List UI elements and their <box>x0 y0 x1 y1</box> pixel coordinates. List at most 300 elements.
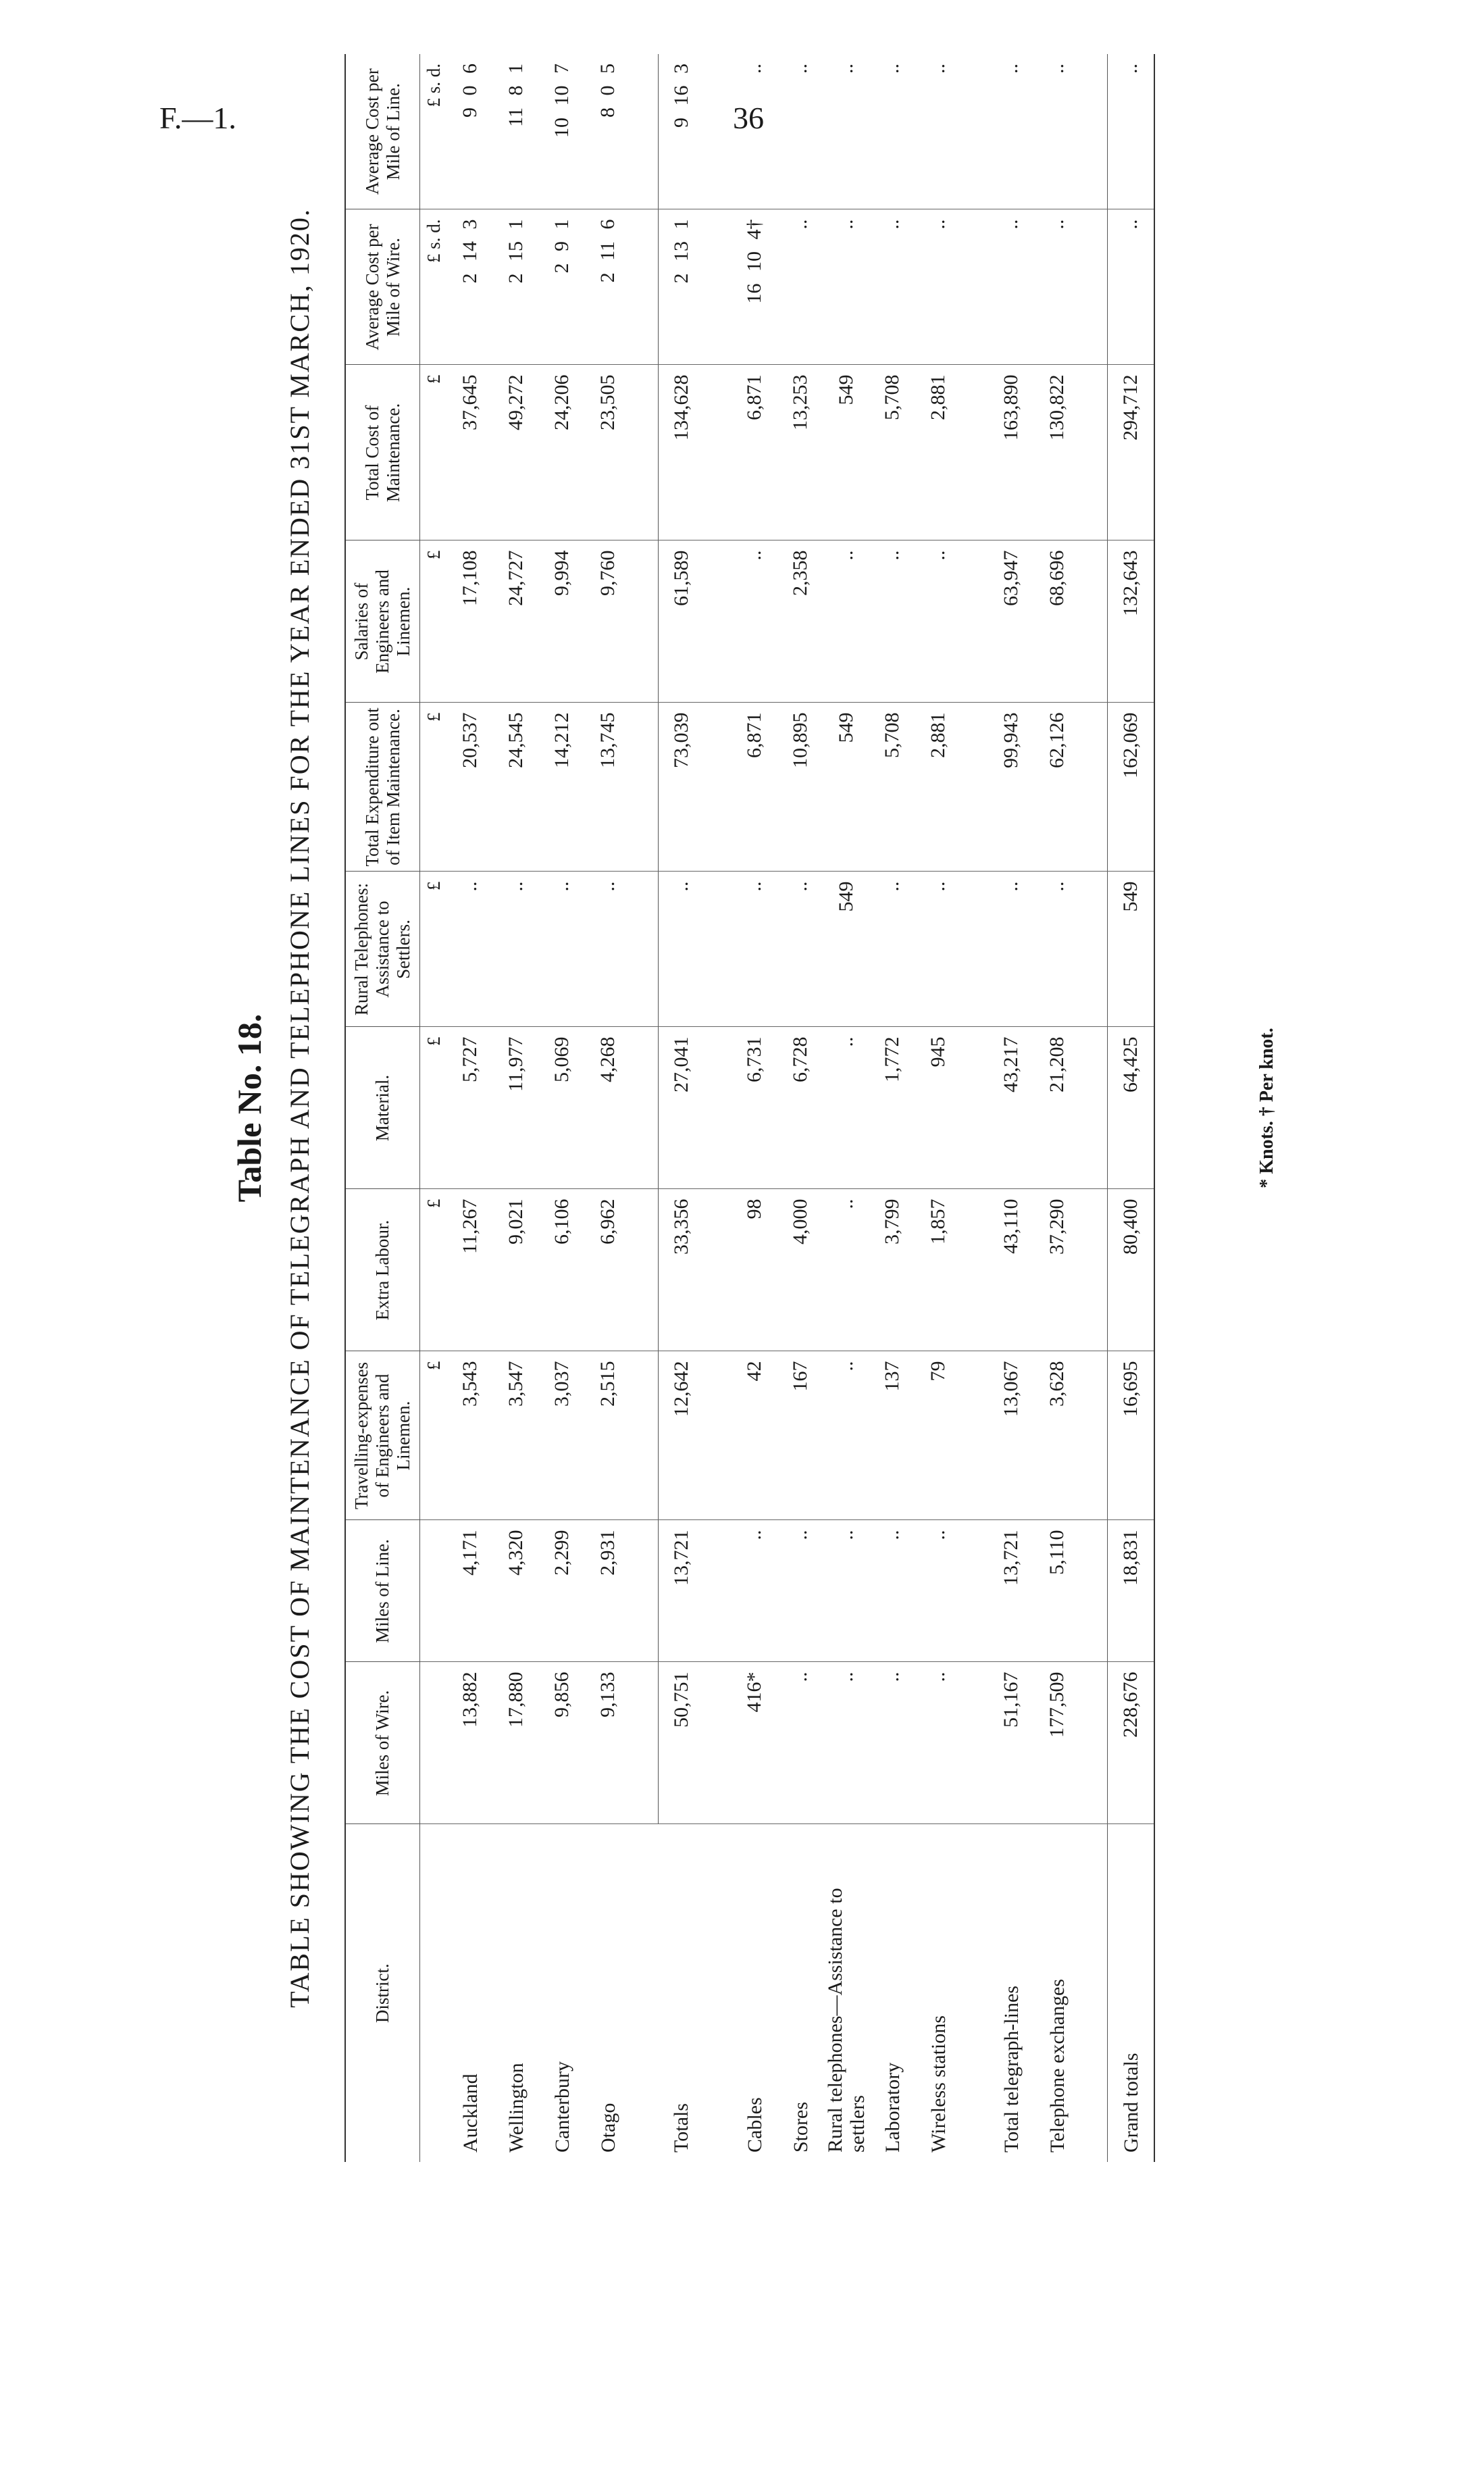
cell-total_exp <box>493 703 539 872</box>
district-row <box>447 54 493 2162</box>
cell-line <box>869 1520 915 1662</box>
cell-value: .. <box>1000 881 1023 892</box>
cell-value: 16 10 4† <box>743 219 766 304</box>
cell-wire <box>585 1662 631 1824</box>
cell-avg_wire <box>988 209 1034 365</box>
cell-wire <box>493 1662 539 1824</box>
cell-rural <box>447 872 493 1027</box>
cell-value: 73,039 <box>670 712 693 768</box>
cell-extra <box>869 1189 915 1351</box>
other-row <box>732 54 777 2162</box>
cell-salaries <box>659 540 705 703</box>
spacer-row <box>1080 54 1108 2162</box>
table-header-row <box>345 54 420 2162</box>
cell-rural <box>1034 872 1080 1027</box>
rotated-table-area <box>223 27 1304 2189</box>
cell-value: 42 <box>743 1361 766 1382</box>
cell-travel <box>539 1351 585 1520</box>
cell-value: 2,299 <box>551 1530 573 1576</box>
cell-rural <box>777 872 823 1027</box>
cell-travel <box>1034 1351 1080 1520</box>
cell-value: 9,760 <box>596 550 619 596</box>
cell-value: 6,871 <box>743 712 766 758</box>
cell-value: 13,721 <box>1000 1530 1023 1586</box>
cell-value: .. <box>1000 64 1023 74</box>
cell-rural <box>1108 872 1155 1027</box>
cell-total_exp <box>777 703 823 872</box>
cell-rural <box>493 872 539 1027</box>
cell-avg_line <box>1034 54 1080 209</box>
cell-avg_wire <box>659 209 705 365</box>
cell-rural <box>823 872 869 1027</box>
cell-value: 24,727 <box>505 550 528 606</box>
cell-value: 5,069 <box>551 1036 573 1082</box>
cell-value: 68,696 <box>1046 550 1069 606</box>
cell-value: 13,882 <box>459 1671 482 1728</box>
cell-travel <box>585 1351 631 1520</box>
cell-travel <box>659 1351 705 1520</box>
cell-value: 549 <box>835 374 858 405</box>
cell-avg_line <box>539 54 585 209</box>
col-total-cost: Total Cost of Maintenance. <box>345 365 420 540</box>
cell-extra <box>732 1189 777 1351</box>
cell-value: 4,171 <box>459 1530 482 1576</box>
cell-avg_line <box>447 54 493 209</box>
cell-district <box>493 1824 539 2162</box>
cell-rural <box>869 872 915 1027</box>
cell-wire <box>915 1662 961 1824</box>
cell-district <box>915 1824 961 2162</box>
cell-value: 549 <box>1119 881 1142 912</box>
col-rural: Rural Telephones: Assistance to Settlers. <box>345 872 420 1027</box>
col-miles-line: Miles of Line. <box>345 1520 420 1662</box>
cell-value: Cables <box>743 2097 766 2153</box>
cell-value: Rural telephones—Assistance to settlers <box>824 1888 869 2153</box>
spacer-row <box>705 54 732 2162</box>
cell-travel <box>869 1351 915 1520</box>
cell-line <box>823 1520 869 1662</box>
col-travelling: Travelling-expenses of Engineers and Linemen. <box>345 1351 420 1520</box>
col-extra-labour: Extra Labour. <box>345 1189 420 1351</box>
cell-avg_line <box>823 54 869 209</box>
cell-salaries <box>777 540 823 703</box>
cell-value: 132,643 <box>1119 550 1142 616</box>
cell-value: .. <box>505 881 528 892</box>
cell-total_exp <box>1108 703 1155 872</box>
footnote: * Knots. † Per knot. <box>1256 1028 1277 1188</box>
cell-value: 17,108 <box>459 550 482 606</box>
cell-value: .. <box>1000 219 1023 230</box>
cell-value: 6,728 <box>789 1036 812 1082</box>
cell-total_exp <box>585 703 631 872</box>
cell-value: 549 <box>835 881 858 912</box>
cell-value: 5,708 <box>881 374 904 420</box>
cell-avg_wire <box>732 209 777 365</box>
cell-value: 9,994 <box>551 550 573 596</box>
cell-value: 2,358 <box>789 550 812 596</box>
other-row <box>915 54 961 2162</box>
cell-value: .. <box>789 1530 812 1540</box>
cell-total_exp <box>732 703 777 872</box>
cell-line <box>659 1520 705 1662</box>
cell-line <box>1034 1520 1080 1662</box>
cell-value: 11 8 1 <box>505 64 528 127</box>
cell-material <box>988 1027 1034 1189</box>
cell-value: .. <box>789 64 812 74</box>
cell-value: 21,208 <box>1046 1036 1069 1092</box>
cell-total_exp <box>869 703 915 872</box>
cell-material <box>585 1027 631 1189</box>
col-salaries: Salaries of Engineers and Linemen. <box>345 540 420 703</box>
units-row: £ £ £ £ £ £ £ £ s. d. £ s. d. <box>420 54 448 2162</box>
cell-value: 79 <box>927 1361 950 1382</box>
cell-avg_wire <box>1034 209 1080 365</box>
cell-value: 5,727 <box>459 1036 482 1082</box>
cell-value: Otago <box>596 2103 619 2153</box>
cell-value: 61,589 <box>670 550 693 606</box>
cell-value: 134,628 <box>670 374 693 441</box>
cell-wire <box>659 1662 705 1824</box>
cell-salaries <box>988 540 1034 703</box>
cell-extra <box>777 1189 823 1351</box>
cell-value: 167 <box>789 1361 812 1392</box>
cell-salaries <box>447 540 493 703</box>
cell-district <box>659 1824 705 2162</box>
cell-value: 3,799 <box>881 1199 904 1244</box>
cell-value: 99,943 <box>1000 712 1023 768</box>
cell-district <box>1034 1824 1080 2162</box>
cell-value: .. <box>835 1036 858 1047</box>
table-title: Table No. 18. <box>230 1013 268 1203</box>
cell-travel <box>1108 1351 1155 1520</box>
cell-value: 162,069 <box>1119 712 1142 778</box>
cell-line <box>539 1520 585 1662</box>
cell-value: 13,253 <box>789 374 812 430</box>
cell-salaries <box>1034 540 1080 703</box>
cell-value: 163,890 <box>1000 374 1023 441</box>
cell-rural <box>659 872 705 1027</box>
cell-value: 9,133 <box>596 1671 619 1717</box>
cell-value: 2 15 1 <box>505 219 528 284</box>
cell-value: 24,206 <box>551 374 573 430</box>
cell-avg_line <box>915 54 961 209</box>
cell-line <box>915 1520 961 1662</box>
cell-salaries <box>732 540 777 703</box>
cell-value: .. <box>835 64 858 74</box>
cell-avg_line <box>988 54 1034 209</box>
cell-value: 9 0 6 <box>459 64 482 118</box>
cell-value: 1,857 <box>927 1199 950 1244</box>
cell-wire <box>1108 1662 1155 1824</box>
col-avg-wire: Average Cost per Mile of Wire. <box>345 209 420 365</box>
cell-rural <box>585 872 631 1027</box>
cell-value: .. <box>881 219 904 230</box>
cell-rural <box>915 872 961 1027</box>
cell-wire <box>777 1662 823 1824</box>
cell-value: .. <box>835 219 858 230</box>
cell-value: .. <box>789 1671 812 1682</box>
cell-value: 177,509 <box>1046 1671 1069 1738</box>
spacer-row <box>631 54 659 2162</box>
cell-value: .. <box>596 881 619 892</box>
cell-wire <box>988 1662 1034 1824</box>
cell-value: 33,356 <box>670 1199 693 1255</box>
cell-value: .. <box>1119 219 1142 230</box>
cell-avg_line <box>659 54 705 209</box>
cell-value: 1,772 <box>881 1036 904 1082</box>
cell-value: Totals <box>670 2103 693 2153</box>
cell-total_cost <box>1034 365 1080 540</box>
cell-value: .. <box>835 1671 858 1682</box>
cell-total_cost <box>539 365 585 540</box>
totals-row <box>659 54 705 2162</box>
cell-value: .. <box>927 1671 950 1682</box>
cell-total_cost <box>659 365 705 540</box>
cell-district <box>777 1824 823 2162</box>
cell-avg_wire <box>915 209 961 365</box>
cell-value: 10,895 <box>789 712 812 768</box>
cell-value: .. <box>743 1530 766 1540</box>
cell-avg_line <box>585 54 631 209</box>
cell-value: 37,290 <box>1046 1199 1069 1255</box>
cell-wire <box>732 1662 777 1824</box>
col-avg-line: Average Cost per Mile of Line. <box>345 54 420 209</box>
cell-value: .. <box>789 219 812 230</box>
cell-value: 11,977 <box>505 1036 528 1092</box>
cell-total_cost <box>493 365 539 540</box>
cell-travel <box>732 1351 777 1520</box>
cell-travel <box>823 1351 869 1520</box>
cell-total_cost <box>823 365 869 540</box>
cell-value: .. <box>881 550 904 561</box>
cell-value: .. <box>835 550 858 561</box>
cell-rural <box>732 872 777 1027</box>
cell-value: 5,110 <box>1046 1530 1069 1575</box>
cell-value: 2 14 3 <box>459 219 482 284</box>
cell-material <box>777 1027 823 1189</box>
cell-value: 6,731 <box>743 1036 766 1082</box>
cell-material <box>869 1027 915 1189</box>
cell-value: 2 11 6 <box>596 219 619 283</box>
cell-value: 12,642 <box>670 1361 693 1417</box>
cell-value: .. <box>1046 881 1069 892</box>
cell-value: 10 10 7 <box>551 64 573 138</box>
cell-value: 228,676 <box>1119 1671 1142 1738</box>
cell-total_cost <box>1108 365 1155 540</box>
cell-value: .. <box>835 1530 858 1540</box>
cell-value: 49,272 <box>505 374 528 430</box>
cell-value: 2,515 <box>596 1361 619 1407</box>
cell-value: 27,041 <box>670 1036 693 1092</box>
cell-extra <box>1034 1189 1080 1351</box>
cell-value: 2,931 <box>596 1530 619 1576</box>
cell-salaries <box>1108 540 1155 703</box>
cell-district <box>585 1824 631 2162</box>
cell-value: 130,822 <box>1046 374 1069 441</box>
cell-line <box>585 1520 631 1662</box>
cell-value: .. <box>1119 64 1142 74</box>
cell-travel <box>493 1351 539 1520</box>
cell-value: 62,126 <box>1046 712 1069 768</box>
cell-extra <box>493 1189 539 1351</box>
cell-extra <box>659 1189 705 1351</box>
cell-value: 98 <box>743 1199 766 1219</box>
cell-total_cost <box>777 365 823 540</box>
cell-value: .. <box>743 881 766 892</box>
cell-value: 3,547 <box>505 1361 528 1407</box>
cell-value: 6,106 <box>551 1199 573 1244</box>
cell-value: Canterbury <box>551 2061 573 2153</box>
cell-value: 2,881 <box>927 374 950 420</box>
cell-total_cost <box>869 365 915 540</box>
cell-value: 9,021 <box>505 1199 528 1244</box>
cell-value: Wellington <box>505 2063 528 2153</box>
other-row <box>777 54 823 2162</box>
maintenance-cost-table <box>344 54 1155 2162</box>
cell-value: 549 <box>835 712 858 743</box>
cell-value: .. <box>927 1530 950 1540</box>
cell-avg_line <box>732 54 777 209</box>
cell-value: 2,881 <box>927 712 950 758</box>
cell-district <box>869 1824 915 2162</box>
cell-value: 51,167 <box>1000 1671 1023 1728</box>
cell-avg_wire <box>777 209 823 365</box>
cell-value: .. <box>927 64 950 74</box>
cell-value: 24,545 <box>505 712 528 768</box>
cell-travel <box>915 1351 961 1520</box>
cell-value: 9,856 <box>551 1671 573 1717</box>
district-row <box>585 54 631 2162</box>
cell-line <box>777 1520 823 1662</box>
cell-value: 18,831 <box>1119 1530 1142 1586</box>
cell-total_cost <box>915 365 961 540</box>
cell-avg_line <box>1108 54 1155 209</box>
cell-total_exp <box>823 703 869 872</box>
cell-extra <box>539 1189 585 1351</box>
cell-extra <box>447 1189 493 1351</box>
cell-value: 20,537 <box>459 712 482 768</box>
page-number: 36 <box>733 101 764 135</box>
cell-rural <box>539 872 585 1027</box>
table-subtitle: TABLE SHOWING THE COST OF MAINTENANCE OF TELEGRAPH AND TELEPHONE LINES FOR THE YEAR ENDED 31ST MARCH, 1920. <box>284 208 315 2008</box>
cell-salaries <box>869 540 915 703</box>
cell-travel <box>447 1351 493 1520</box>
col-total-expenditure: Total Expenditure out of Item Maintenance. <box>345 703 420 872</box>
cell-value: Grand totals <box>1119 2053 1142 2153</box>
cell-value: .. <box>835 1361 858 1372</box>
cell-value: 4,000 <box>789 1199 812 1244</box>
cell-value: .. <box>927 219 950 230</box>
cell-value: Auckland <box>459 2073 482 2153</box>
cell-value: .. <box>881 1530 904 1540</box>
cell-material <box>447 1027 493 1189</box>
col-miles-wire: Miles of Wire. <box>345 1662 420 1824</box>
cell-material <box>539 1027 585 1189</box>
cell-value: Laboratory <box>881 2062 904 2153</box>
cell-value: 50,751 <box>670 1671 693 1728</box>
other-row <box>869 54 915 2162</box>
cell-value: .. <box>1046 64 1069 74</box>
cell-district <box>447 1824 493 2162</box>
cell-value: 9 16 3 <box>670 64 693 128</box>
cell-value: .. <box>551 881 573 892</box>
cell-total_exp <box>539 703 585 872</box>
cell-value: 64,425 <box>1119 1036 1142 1092</box>
cell-value: 6,871 <box>743 374 766 420</box>
cell-material <box>915 1027 961 1189</box>
spacer-row <box>961 54 988 2162</box>
page-id: F.—1. <box>159 101 236 135</box>
cell-value: 80,400 <box>1119 1199 1142 1255</box>
cell-value: 4,268 <box>596 1036 619 1082</box>
col-material: Material. <box>345 1027 420 1189</box>
cell-line <box>988 1520 1034 1662</box>
cell-value: 13,067 <box>1000 1361 1023 1417</box>
cell-avg_line <box>493 54 539 209</box>
cell-value: Total telegraph-lines <box>1000 1986 1023 2153</box>
cell-value: 14,212 <box>551 712 573 768</box>
cell-value: .. <box>835 1199 858 1209</box>
cell-avg_wire <box>447 209 493 365</box>
cell-total_exp <box>915 703 961 872</box>
summary-row <box>1034 54 1080 2162</box>
cell-line <box>447 1520 493 1662</box>
cell-district <box>988 1824 1034 2162</box>
cell-avg_line <box>777 54 823 209</box>
cell-value: .. <box>743 550 766 561</box>
cell-district <box>823 1824 869 2162</box>
cell-total_exp <box>447 703 493 872</box>
cell-value: 8 0 5 <box>596 64 619 118</box>
cell-avg_wire <box>539 209 585 365</box>
cell-extra <box>823 1189 869 1351</box>
cell-avg_wire <box>869 209 915 365</box>
cell-value: 945 <box>927 1036 950 1067</box>
cell-avg_wire <box>823 209 869 365</box>
cell-line <box>1108 1520 1155 1662</box>
grand-totals-row <box>1108 54 1155 2162</box>
cell-wire <box>539 1662 585 1824</box>
cell-value: .. <box>881 64 904 74</box>
cell-value: 13,745 <box>596 712 619 768</box>
cell-wire <box>447 1662 493 1824</box>
cell-extra <box>585 1189 631 1351</box>
cell-value: 13,721 <box>670 1530 693 1586</box>
cell-avg_wire <box>493 209 539 365</box>
cell-value: 5,708 <box>881 712 904 758</box>
cell-value: Telephone exchanges <box>1046 1979 1069 2153</box>
cell-travel <box>777 1351 823 1520</box>
cell-rural <box>988 872 1034 1027</box>
cell-material <box>732 1027 777 1189</box>
cell-line <box>732 1520 777 1662</box>
cell-value: 3,037 <box>551 1361 573 1407</box>
cell-avg_line <box>869 54 915 209</box>
cell-value: .. <box>789 881 812 892</box>
cell-value: 17,880 <box>505 1671 528 1728</box>
cell-value: 294,712 <box>1119 374 1142 441</box>
cell-value: 43,217 <box>1000 1036 1023 1092</box>
cell-avg_wire <box>585 209 631 365</box>
cell-value: 23,505 <box>596 374 619 430</box>
district-row <box>539 54 585 2162</box>
cell-total_cost <box>447 365 493 540</box>
cell-value: 2 9 1 <box>551 219 573 274</box>
cell-value: Wireless stations <box>927 2015 950 2153</box>
district-row <box>493 54 539 2162</box>
cell-value: .. <box>927 550 950 561</box>
cell-total_exp <box>1034 703 1080 872</box>
